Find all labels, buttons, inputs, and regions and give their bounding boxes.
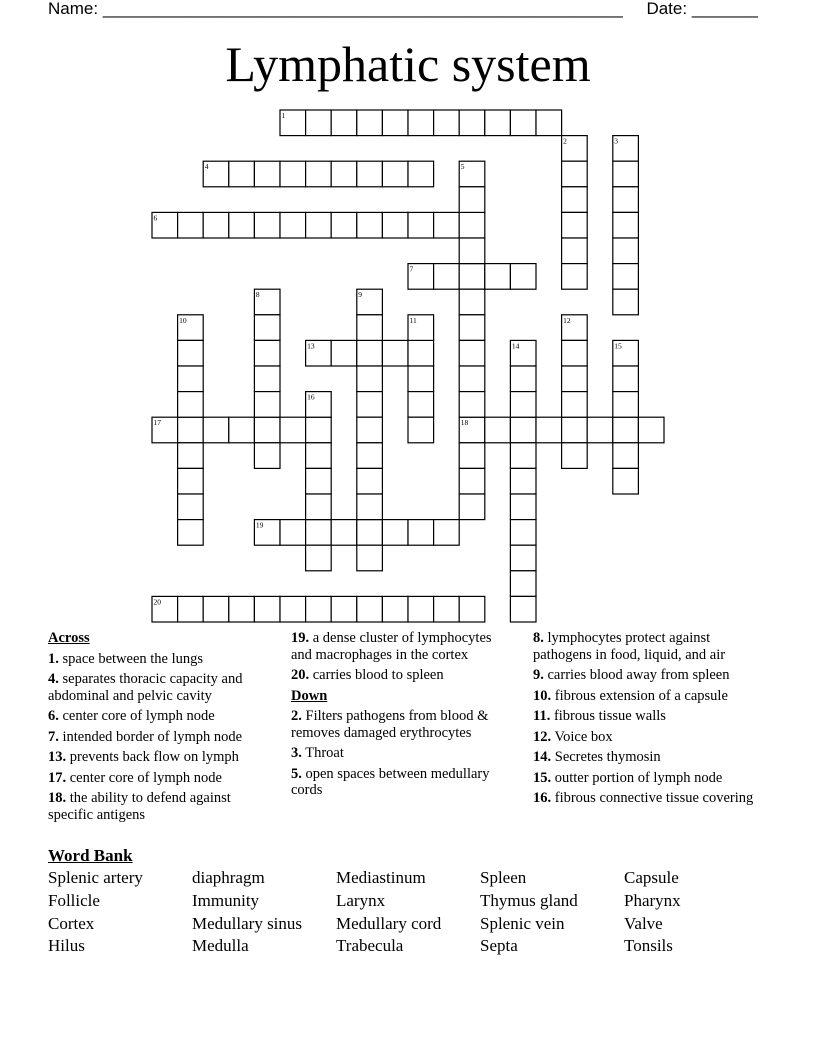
- clue-down-16: 16. fibrous connective tissue covering: [533, 790, 754, 806]
- word-bank-item: Follicle: [48, 890, 100, 910]
- grid-cell[interactable]: [382, 212, 408, 238]
- grid-cell[interactable]: [229, 161, 255, 187]
- grid-cell[interactable]: [510, 468, 536, 494]
- grid-cell[interactable]: [306, 494, 332, 520]
- grid-cell[interactable]: [306, 417, 332, 443]
- word-bank-item: Valve: [624, 913, 663, 933]
- word-bank-item: Pharynx: [624, 890, 681, 910]
- grid-cell[interactable]: [280, 417, 306, 443]
- grid-cell[interactable]: [178, 417, 204, 443]
- grid-cell[interactable]: [203, 596, 229, 622]
- clue-number-label: 15: [614, 341, 622, 351]
- across-heading: Across: [48, 630, 90, 646]
- word-bank-item: Larynx: [336, 890, 386, 910]
- word-bank-item: Medulla: [192, 936, 249, 956]
- grid-cell[interactable]: [178, 212, 204, 238]
- clue-number-label: 12: [563, 315, 571, 325]
- grid-cell[interactable]: [562, 340, 588, 366]
- date-label: Date:: [646, 0, 688, 18]
- grid-cell[interactable]: [229, 212, 255, 238]
- grid-cell[interactable]: [434, 520, 460, 546]
- grid-cell[interactable]: [434, 596, 460, 622]
- grid-cell[interactable]: [485, 264, 511, 290]
- grid-cell[interactable]: [203, 417, 229, 443]
- grid-cell[interactable]: [510, 392, 536, 418]
- grid-cell[interactable]: [613, 238, 639, 264]
- grid-cell[interactable]: [357, 545, 383, 571]
- grid-cell[interactable]: [536, 417, 562, 443]
- grid-cell[interactable]: [510, 366, 536, 392]
- name-field[interactable]: _______________________________________________________: [102, 0, 623, 18]
- grid-cell[interactable]: [408, 340, 434, 366]
- grid-cell[interactable]: [613, 392, 639, 418]
- grid-cell[interactable]: [562, 417, 588, 443]
- grid-cell[interactable]: [459, 289, 485, 315]
- grid-cell[interactable]: [306, 545, 332, 571]
- grid-cell[interactable]: [459, 212, 485, 238]
- grid-cell[interactable]: [254, 212, 280, 238]
- word-bank-item: Septa: [480, 936, 518, 956]
- grid-cell[interactable]: [178, 468, 204, 494]
- grid-cell[interactable]: [510, 571, 536, 597]
- grid-cell[interactable]: [382, 110, 408, 136]
- grid-cell[interactable]: [638, 417, 664, 443]
- clue-number-label: 3: [614, 136, 619, 146]
- grid-cell[interactable]: [306, 110, 332, 136]
- grid-cell[interactable]: [357, 494, 383, 520]
- grid-cell[interactable]: [357, 340, 383, 366]
- word-bank-item: Tonsils: [624, 936, 673, 956]
- page-title: Lymphatic system: [225, 36, 591, 92]
- grid-cell[interactable]: [459, 187, 485, 213]
- grid-cell[interactable]: [280, 212, 306, 238]
- down-heading: Down: [291, 687, 328, 704]
- word-bank-item: Hilus: [48, 936, 85, 956]
- grid-cell[interactable]: [306, 596, 332, 622]
- clue-number-label: 8: [255, 290, 260, 300]
- grid-cell[interactable]: [613, 187, 639, 213]
- grid-cell[interactable]: [357, 443, 383, 469]
- name-label: Name:: [48, 0, 99, 18]
- word-bank-item: Trabecula: [336, 936, 404, 956]
- clue-number-label: 6: [153, 213, 158, 223]
- grid-cell[interactable]: [587, 417, 613, 443]
- grid-cell[interactable]: [613, 264, 639, 290]
- clue-number-label: 20: [153, 597, 161, 607]
- clue-across-19: 19. a dense cluster of lymphocytes and macrophages in the cortex: [291, 630, 492, 663]
- word-bank-item: Medullary sinus: [192, 913, 303, 933]
- grid-cell[interactable]: [408, 212, 434, 238]
- grid-cell[interactable]: [203, 212, 229, 238]
- grid-cell[interactable]: [613, 161, 639, 187]
- grid-cell[interactable]: [229, 596, 255, 622]
- grid-cell[interactable]: [254, 443, 280, 469]
- grid-cell[interactable]: [613, 417, 639, 443]
- clue-number-label: 5: [460, 162, 465, 172]
- grid-cell[interactable]: [306, 468, 332, 494]
- word-bank-item: Thymus gland: [480, 890, 578, 910]
- grid-cell[interactable]: [562, 238, 588, 264]
- clue-number-label: 16: [307, 392, 315, 402]
- grid-cell[interactable]: [331, 520, 357, 546]
- grid-cell[interactable]: [254, 161, 280, 187]
- grid-cell[interactable]: [459, 315, 485, 341]
- grid-cell[interactable]: [408, 392, 434, 418]
- grid-cell[interactable]: [408, 161, 434, 187]
- clue-number-label: 18: [460, 418, 469, 428]
- grid-cell[interactable]: [562, 443, 588, 469]
- clue-column-1: [48, 630, 273, 827]
- clue-down-12: 12. Voice box: [533, 728, 613, 745]
- grid-cell[interactable]: [510, 520, 536, 546]
- clue-across-4: 4. separates thoracic capacity and abdominal and pelvic cavity: [48, 671, 243, 704]
- word-bank-item: Spleen: [480, 868, 527, 887]
- grid-cell[interactable]: [331, 596, 357, 622]
- grid-cell[interactable]: [254, 417, 280, 443]
- clue-across-6: 6. center core of lymph node: [48, 708, 215, 724]
- grid-cell[interactable]: [306, 212, 332, 238]
- word-bank-item: Immunity: [192, 890, 260, 910]
- grid-cell[interactable]: [382, 340, 408, 366]
- grid-cell[interactable]: [254, 340, 280, 366]
- grid-cell[interactable]: [562, 212, 588, 238]
- grid-cell[interactable]: [562, 392, 588, 418]
- grid-cell[interactable]: [613, 212, 639, 238]
- clue-column-2: [291, 630, 516, 803]
- grid-cell[interactable]: [280, 520, 306, 546]
- grid-cell[interactable]: [510, 596, 536, 622]
- grid-cell[interactable]: [613, 366, 639, 392]
- word-bank-item: Medullary cord: [336, 913, 442, 933]
- grid-cell[interactable]: [178, 443, 204, 469]
- grid-cell[interactable]: [485, 417, 511, 443]
- grid-cell[interactable]: [357, 520, 383, 546]
- grid-cell[interactable]: [280, 596, 306, 622]
- grid-cell[interactable]: [306, 443, 332, 469]
- grid-cell[interactable]: [562, 187, 588, 213]
- grid-cell[interactable]: [254, 596, 280, 622]
- clue-number-label: 14: [511, 341, 520, 351]
- grid-cell[interactable]: [459, 238, 485, 264]
- grid-cell[interactable]: [510, 417, 536, 443]
- grid-cell[interactable]: [510, 494, 536, 520]
- clue-column-3: [533, 630, 761, 811]
- grid-cell[interactable]: [459, 264, 485, 290]
- date-field[interactable]: _______: [691, 0, 759, 18]
- grid-cell[interactable]: [434, 264, 460, 290]
- grid-cell[interactable]: [382, 596, 408, 622]
- clue-down-8: 8. lymphocytes protect against pathogens in food, liquid, and air: [533, 630, 726, 663]
- grid-cell[interactable]: [357, 392, 383, 418]
- clue-across-13: 13. prevents back flow on lymph: [48, 749, 239, 765]
- clue-number-label: 10: [179, 315, 187, 325]
- clue-down-2: 2. Filters pathogens from blood & removes damaged erythrocytes: [291, 708, 489, 741]
- grid-cell[interactable]: [357, 417, 383, 443]
- grid-cell[interactable]: [280, 161, 306, 187]
- word-bank-item: Capsule: [624, 868, 679, 887]
- word-bank-item: diaphragm: [192, 868, 265, 887]
- clue-number-label: 1: [281, 111, 286, 120]
- word-bank-item: Splenic vein: [480, 913, 565, 933]
- clue-down-14: 14. Secretes thymosin: [533, 749, 661, 765]
- grid-cell[interactable]: [459, 340, 485, 366]
- grid-cell[interactable]: [331, 340, 357, 366]
- grid-cell[interactable]: [178, 494, 204, 520]
- grid-cell[interactable]: [562, 264, 588, 290]
- grid-cell[interactable]: [357, 212, 383, 238]
- grid-cell[interactable]: [306, 520, 332, 546]
- word-bank-heading: Word Bank: [48, 846, 133, 865]
- grid-cell[interactable]: [613, 468, 639, 494]
- grid-cell[interactable]: [178, 366, 204, 392]
- clue-number-label: 19: [255, 520, 264, 530]
- clue-down-3: 3. Throat: [291, 745, 344, 761]
- clue-number-label: 9: [358, 290, 363, 300]
- clue-across-17: 17. center core of lymph node: [48, 769, 222, 786]
- clue-number-label: 2: [563, 136, 567, 146]
- grid-cell[interactable]: [357, 468, 383, 494]
- grid-cell[interactable]: [459, 392, 485, 418]
- grid-cell[interactable]: [331, 212, 357, 238]
- grid-cell[interactable]: [357, 110, 383, 136]
- grid-cell[interactable]: [254, 366, 280, 392]
- grid-cell[interactable]: [408, 417, 434, 443]
- grid-cell[interactable]: [459, 468, 485, 494]
- clue-down-10: 10. fibrous extension of a capsule: [533, 687, 728, 704]
- grid-cell[interactable]: [459, 443, 485, 469]
- clue-number-label: 4: [204, 162, 209, 172]
- grid-cell[interactable]: [459, 366, 485, 392]
- grid-cell[interactable]: [510, 264, 536, 290]
- grid-cell[interactable]: [229, 417, 255, 443]
- clue-number-label: 17: [153, 418, 161, 428]
- grid-cell[interactable]: [434, 110, 460, 136]
- grid-cell[interactable]: [562, 366, 588, 392]
- clue-down-9: 9. carries blood away from spleen: [533, 667, 730, 683]
- grid-cell[interactable]: [536, 110, 562, 136]
- grid-cell[interactable]: [485, 110, 511, 136]
- word-bank-item: Splenic artery: [48, 868, 143, 887]
- grid-cell[interactable]: [178, 520, 204, 546]
- clue-across-1: 1. space between the lungs: [48, 650, 204, 667]
- grid-cell[interactable]: [459, 596, 485, 622]
- grid-cell[interactable]: [178, 340, 204, 366]
- grid-cell[interactable]: [408, 520, 434, 546]
- clue-number-label: 13: [307, 341, 315, 351]
- grid-cell[interactable]: [306, 161, 332, 187]
- grid-cell[interactable]: [459, 110, 485, 136]
- clue-across-20: 20. carries blood to spleen: [291, 667, 444, 683]
- clue-down-5: 5. open spaces between medullary cords: [291, 765, 490, 798]
- grid-cell[interactable]: [434, 212, 460, 238]
- clue-down-15: 15. outter portion of lymph node: [533, 769, 723, 786]
- grid-cell[interactable]: [254, 392, 280, 418]
- clue-across-18: 18. the ability to defend against specific antigens: [48, 790, 231, 823]
- clue-number-label: 11: [409, 315, 417, 325]
- grid-cell[interactable]: [357, 596, 383, 622]
- grid-cell[interactable]: [178, 392, 204, 418]
- clue-across-7: 7. intended border of lymph node: [48, 728, 243, 745]
- clue-number-label: 7: [409, 264, 414, 274]
- grid-cell[interactable]: [510, 110, 536, 136]
- grid-cell[interactable]: [178, 596, 204, 622]
- grid-cell[interactable]: [357, 366, 383, 392]
- grid-cell[interactable]: [408, 366, 434, 392]
- grid-cell[interactable]: [357, 315, 383, 341]
- clue-down-11: 11. fibrous tissue walls: [533, 708, 666, 724]
- word-bank-item: Cortex: [48, 913, 95, 933]
- grid-cell[interactable]: [510, 443, 536, 469]
- grid-cell[interactable]: [613, 289, 639, 315]
- grid-cell[interactable]: [459, 494, 485, 520]
- grid-cell[interactable]: [331, 161, 357, 187]
- grid-cell[interactable]: [613, 443, 639, 469]
- grid-cell[interactable]: [408, 596, 434, 622]
- grid-cell[interactable]: [331, 110, 357, 136]
- grid-cell[interactable]: [357, 161, 383, 187]
- grid-cell[interactable]: [382, 520, 408, 546]
- word-bank: [48, 867, 768, 958]
- grid-cell[interactable]: [382, 161, 408, 187]
- word-bank-item: Mediastinum: [336, 868, 426, 887]
- grid-cell[interactable]: [510, 545, 536, 571]
- grid-cell[interactable]: [408, 110, 434, 136]
- grid-cell[interactable]: [562, 161, 588, 187]
- grid-cell[interactable]: [254, 315, 280, 341]
